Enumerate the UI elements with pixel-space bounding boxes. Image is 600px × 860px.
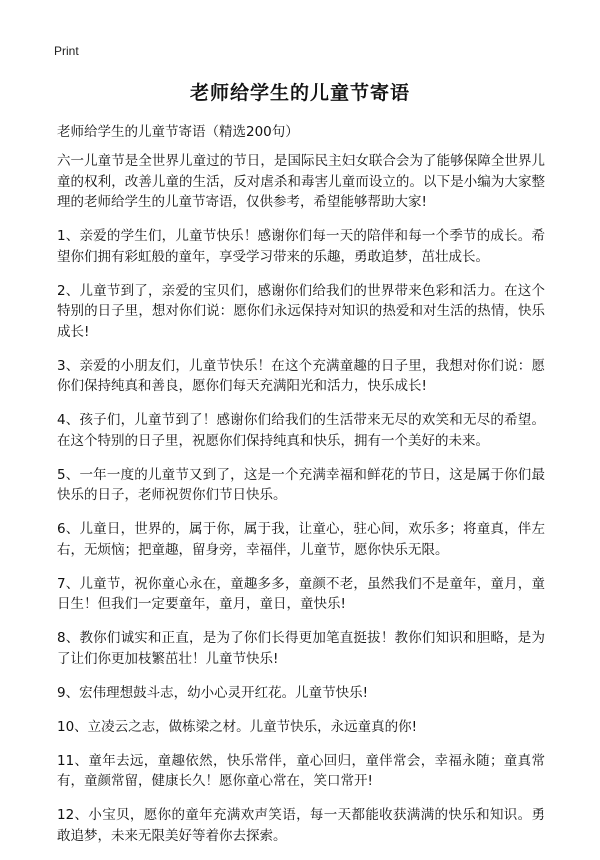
wish-paragraph: 1、亲爱的学生们，儿童节快乐！感谢你们每一天的陪伴和每一个季节的成长。希望你们拥有彩虹般的童年，享受学习带来的乐趣，勇敢追梦，茁壮成长。 [57, 228, 545, 265]
document-body [57, 151, 545, 860]
intro-paragraph: 六一儿童节是全世界儿童过的节日，是国际民主妇女联合会为了能够保障全世界儿童的权利，改善儿童的生活，反对虐杀和毒害儿童而设立的。以下是小编为大家整理的老师给学生的儿童节寄语，仅供参考，希望能够帮助大家! [57, 153, 545, 210]
page-title: 老师给学生的儿童节寄语 [189, 82, 410, 104]
wish-paragraph: 5、一年一度的儿童节又到了，这是一个充满幸福和鲜花的节日，这是属于你们最快乐的日子，老师祝贺你们节日快乐。 [57, 466, 545, 503]
wish-paragraph: 7、儿童节，祝你童心永在，童趣多多，童颜不老，虽然我们不是童年，童月，童日生！但我们一定要童年，童月，童日，童快乐! [57, 575, 545, 612]
wish-paragraph: 6、儿童日，世界的，属于你，属于我，让童心，驻心间，欢乐多；将童真，伴左右，无烦恼；把童趣，留身旁，幸福伴，儿童节，愿你快乐无限。 [57, 521, 545, 558]
wish-paragraph: 10、立凌云之志，做栋梁之材。儿童节快乐，永远童真的你! [57, 718, 418, 735]
wish-paragraph: 2、儿童节到了，亲爱的宝贝们，感谢你们给我们的世界带来色彩和活力。在这个特别的日子里，想对你们说：愿你们永远保持对知识的热爱和对生活的热情，快乐成长! [57, 282, 545, 340]
print-label[interactable]: Print [54, 44, 79, 58]
wish-paragraph: 12、小宝贝，愿你的童年充满欢声笑语，每一天都能收获满满的快乐和知识。勇敢追梦，未来无限美好等着你去探索。 [57, 807, 545, 844]
wish-paragraph: 9、宏伟理想鼓斗志，幼小心灵开红花。儿童节快乐! [57, 684, 369, 701]
wish-paragraph: 8、教你们诚实和正直，是为了你们长得更加笔直挺拔！教你们知识和胆略，是为了让们你更加枝繁茁壮！儿童节快乐! [57, 630, 545, 667]
page-subtitle: 老师给学生的儿童节寄语（精选200句） [57, 124, 299, 140]
wish-paragraph: 11、童年去远，童趣依然，快乐常伴，童心回归，童伴常会，幸福永随；童真常有，童颜常留，健康长久！愿你童心常在，笑口常开! [57, 752, 545, 789]
wish-paragraph: 3、亲爱的小朋友们，儿童节快乐！在这个充满童趣的日子里，我想对你们说：愿你们保持纯真和善良，愿你们每天充满阳光和活力，快乐成长! [57, 357, 545, 394]
wish-paragraph: 4、孩子们，儿童节到了！感谢你们给我们的生活带来无尽的欢笑和无尽的希望。在这个特别的日子里，祝愿你们保持纯真和快乐，拥有一个美好的未来。 [57, 412, 545, 449]
